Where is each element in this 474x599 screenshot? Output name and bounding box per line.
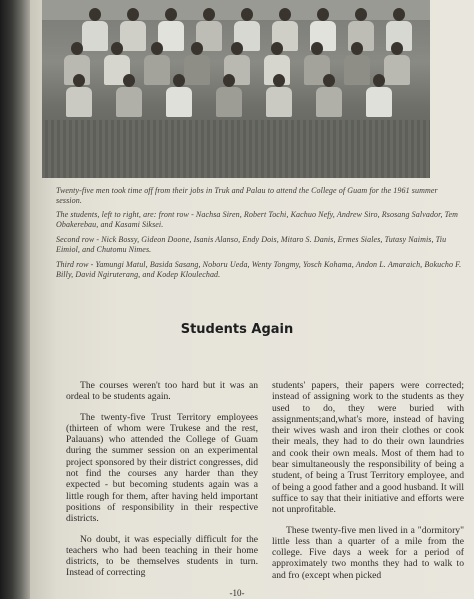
person-shirt [344, 55, 370, 85]
person-head [123, 74, 135, 87]
person-head [151, 42, 163, 55]
photo-caption-second-row: Second row - Nick Bossy, Gideon Doone, Isanis Alanso, Endy Dois, Mitaro S. Danis, Ermes Siales, Tutasy Naimis, Tiu Eimiol, and Chutomu Nimes. [56, 235, 447, 254]
person-shirt [82, 21, 108, 51]
left-column [66, 380, 258, 588]
photo-caption-intro: Twenty-five men took time off from their jobs in Truk and Palau to attend the College of Guam for the 1961 summer session. [56, 186, 438, 205]
right-column [272, 380, 464, 590]
photo-caption-front-row: The students, left to right, are: front row - Nachsa Siren, Robert Tochi, Kachuo Nefy, Andrew Siro, Rsosang Salvador, Tem Obakerebau, and Kasami Siksei. [56, 210, 459, 229]
person-head [273, 74, 285, 87]
person-head [323, 74, 335, 87]
photo-caption-third-row: Third row - Yamungi Matul, Basida Sasang, Noboru Ueda, Wenty Tongmy, Yosch Kohama, Andon L. Amaraich, Bokucho F. Billy, David Ngiruterang, and Kodep Kloulechad. [56, 260, 462, 279]
person-head [355, 8, 367, 21]
paragraph: The courses weren't too hard but it was an ordeal to be students again. [66, 380, 258, 403]
person-shirt [116, 87, 142, 117]
person-head [279, 8, 291, 21]
article-title: Students Again [180, 322, 294, 337]
paragraph: No doubt, it was especially difficult for the teachers who had been teaching in their home districts, to be themselves students in turn. Instead of correcting [66, 533, 258, 579]
person-head [173, 74, 185, 87]
paragraph: These twenty-five men lived in a "dormitory" little less than a quarter of a mile from the college. Five days a week for a period of approximately two months they had to walk to and fro (except when picked [272, 524, 464, 581]
person-head [241, 8, 253, 21]
person-shirt [120, 21, 146, 51]
person-shirt [366, 87, 392, 117]
person-head [165, 8, 177, 21]
person-shirt [216, 87, 242, 117]
paragraph: The twenty-five Trust Territory employees (thirteen of whom were Trukese and the rest, Palauans) who attended the College of Guam during the summer session on an experimental project sponsored by their district congresses, did not find the courses any harder than they expected - but becoming students again was a little rough for them, after having held important positions of responsibility in their respective districts. [66, 411, 258, 525]
person-head [223, 74, 235, 87]
person-head [311, 42, 323, 55]
person-shirt [66, 87, 92, 117]
person-shirt [184, 55, 210, 85]
person-head [391, 42, 403, 55]
person-head [89, 8, 101, 21]
person-head [351, 42, 363, 55]
book-binding [0, 0, 30, 599]
person-head [317, 8, 329, 21]
person-shirt [166, 87, 192, 117]
person-head [373, 74, 385, 87]
person-head [191, 42, 203, 55]
person-head [127, 8, 139, 21]
page-number: -10- [229, 588, 245, 598]
person-head [271, 42, 283, 55]
person-head [393, 8, 405, 21]
person-shirt [316, 87, 342, 117]
person-shirt [144, 55, 170, 85]
person-head [203, 8, 215, 21]
photo-ground [42, 120, 430, 178]
group-photo [42, 0, 430, 178]
paragraph: students' papers, their papers were corrected; instead of assigning work to the students as they used to do, they were buried with assignments;and,what's more, instead of having their wives wash and iron their clothes or cook their meals, they had to do their own laundries and cook their own meals. Most of them had to bear simultaneously the responsibility of being a student, of being a Trust Territory employee, and of being a good father and a good husband. It will suffice to say that their initiative and efforts were not unprofitable. [272, 380, 464, 516]
person-head [71, 42, 83, 55]
person-head [111, 42, 123, 55]
person-head [73, 74, 85, 87]
person-head [231, 42, 243, 55]
person-shirt [266, 87, 292, 117]
person-shirt [384, 55, 410, 85]
